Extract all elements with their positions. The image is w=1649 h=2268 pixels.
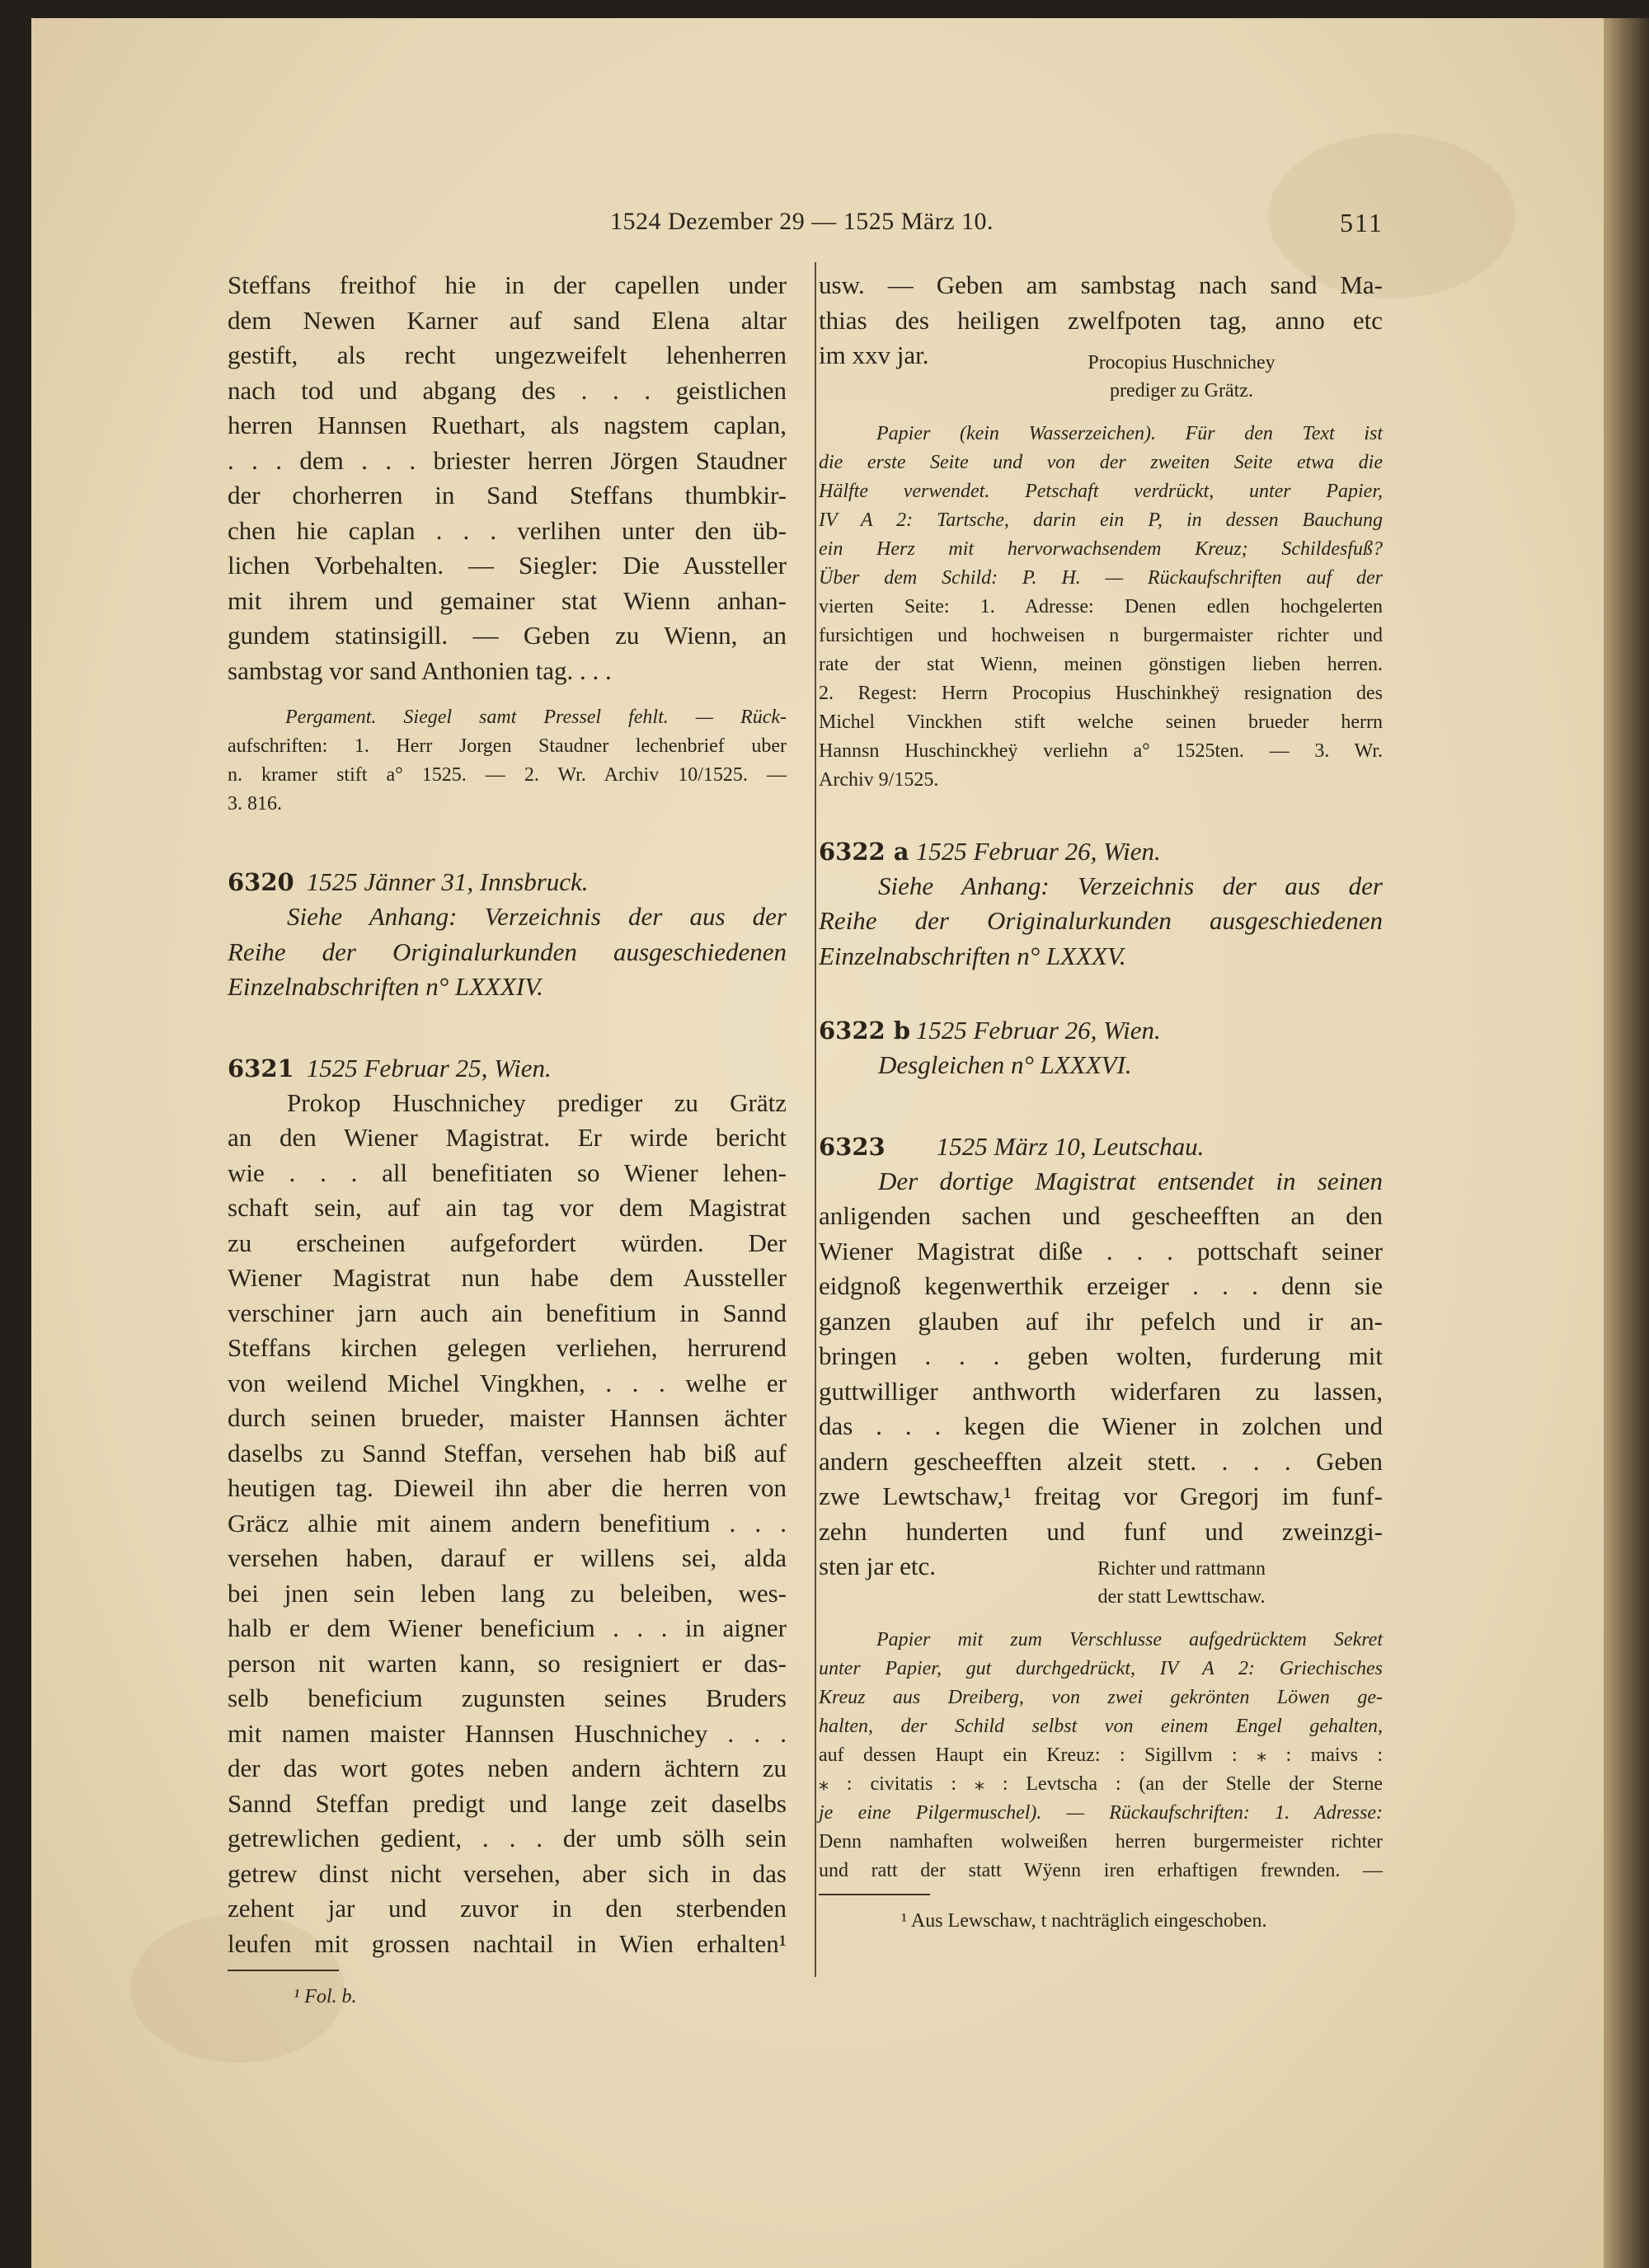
- text-line: schaft sein, auf ain tag vor dem Magistrat: [228, 1193, 787, 1222]
- text-line: Wiener Magistrat nun habe dem Aussteller: [228, 1263, 787, 1292]
- text-line: an den Wiener Magistrat. Er wirde bericht: [228, 1123, 787, 1152]
- text-line: mit ihrem und gemainer stat Wienn anhan-: [228, 585, 787, 615]
- entry-text: [819, 1164, 1383, 1585]
- note-line: die erste Seite und von der zweiten Seite etwa die: [819, 451, 1383, 473]
- note-line: IV A 2: Tartsche, darin ein P, in dessen Bauchung: [819, 509, 1383, 531]
- note-line: 2. Regest: Herrn Procopius Huschinkheÿ resignation des: [819, 682, 1383, 704]
- text-line: Reihe der Originalurkunden ausgeschiedenen: [228, 937, 787, 966]
- entry-date-place: 1525 Februar 26, Wien.: [915, 1016, 1161, 1045]
- text-line: der chorherren in Sand Steffans thumbkir-: [228, 481, 787, 509]
- entry-text: [819, 869, 1383, 974]
- signature-line: prediger zu Grätz.: [1110, 379, 1253, 401]
- note-line: vierten Seite: 1. Adresse: Denen edlen hochgelerten: [819, 595, 1383, 617]
- text-line: von weilend Michel Vingkhen, . . . welhe er: [228, 1368, 787, 1397]
- page-number: 511: [1340, 208, 1384, 237]
- signature-line: Richter und rattmann: [1097, 1557, 1266, 1580]
- text-line: wie . . . all benefitiaten so Wiener lehen-: [228, 1157, 787, 1187]
- left-column: [228, 268, 787, 2011]
- text-line: gundem statinsigill. — Geben zu Wienn, an: [228, 621, 787, 650]
- text-line: Reihe der Originalurkunden ausgeschiedenen: [819, 906, 1383, 935]
- note-line: Über dem Schild: P. H. — Rückaufschriften auf der: [819, 566, 1383, 589]
- signature-line: der statt Lewttschaw.: [1097, 1585, 1266, 1608]
- text-line: . . . dem . . . briester herren Jörgen Staudner: [228, 445, 787, 475]
- note-line: Archiv 9/1525.: [819, 768, 939, 791]
- text-line: mit namen maister Hannsen Huschnichey . . .: [228, 1718, 787, 1748]
- entry-number: 6322 b: [819, 1017, 911, 1045]
- text-line: zehn hunderten und funf und zweinzgi-: [819, 1516, 1383, 1546]
- text-line: nach tod und abgang des . . . geistlichen: [228, 375, 787, 405]
- entry-date-place: 1525 Februar 25, Wien.: [306, 1053, 552, 1082]
- note-line: n. kramer stift a° 1525. — 2. Wr. Archiv 10/1525. —: [228, 764, 787, 786]
- text-line: das . . . kegen die Wiener in zolchen und: [819, 1411, 1383, 1440]
- text-line: heutigen tag. Dieweil ihn aber die herren von: [228, 1473, 787, 1502]
- note-line: je eine Pilgermuschel). — Rückaufschriften: 1. Adresse:: [819, 1801, 1383, 1824]
- text-line: Sannd Steffan predigt und lange zeit daselbs: [228, 1788, 787, 1818]
- archival-note: [819, 1626, 1383, 1885]
- note-line: Kreuz aus Dreiberg, von zwei gekrönten Löwen ge-: [819, 1686, 1383, 1708]
- book-gutter: [1604, 18, 1649, 2268]
- note-line: und ratt der statt Wÿenn iren erhaftigen frewnden. —: [819, 1859, 1383, 1881]
- text-line: Wiener Magistrat diße . . . pottschaft seiner: [819, 1236, 1383, 1265]
- text-line: zehent jar und zuvor in den sterbenden: [228, 1894, 787, 1923]
- entry-heading: [228, 865, 787, 899]
- note-line: rate der stat Wienn, meinen gönstigen lieben herren.: [819, 653, 1383, 675]
- text-line: chen hie caplan . . . verlihen unter den üb-: [228, 515, 787, 545]
- entry-heading: [819, 1013, 1383, 1048]
- text-line: verschiner jarn auch ain benefitium in Sannd: [228, 1298, 787, 1327]
- text-line: im xxv jar.: [819, 340, 929, 369]
- archival-note: [228, 703, 787, 819]
- entry-text: [228, 1086, 787, 1962]
- footnote: ¹ Fol. b.: [294, 1986, 357, 2007]
- footnote-rule: [228, 1970, 339, 1971]
- note-line: Pergament. Siegel samt Pressel fehlt. — Rück-: [285, 707, 787, 728]
- text-line: Siehe Anhang: Verzeichnis der aus der: [878, 871, 1383, 900]
- note-line: Hannsn Huschinckheÿ verliehn a° 1525ten. — 3. Wr.: [819, 740, 1383, 762]
- text-line: Steffans freithof hie in der capellen under: [228, 270, 787, 299]
- text-line: Steffans kirchen gelegen verliehen, herrurend: [228, 1333, 787, 1362]
- text-line: durch seinen brueder, maister Hannsen ächter: [228, 1403, 787, 1432]
- text-line: Prokop Huschnichey prediger zu Grätz: [287, 1087, 787, 1117]
- text-line: ganzen glauben auf ihr pefelch und ir an-: [819, 1306, 1383, 1336]
- text-line: Einzelnabschriften n° LXXXV.: [819, 941, 1126, 970]
- text-line: Gräcz alhie mit ainem andern benefitium . . .: [228, 1508, 787, 1538]
- entry-text: [228, 899, 787, 1005]
- footnote: ¹ Aus Lewschaw, t nachträglich eingeschoben.: [901, 1909, 1267, 1932]
- signature-block: [1000, 349, 1363, 405]
- note-line: Denn namhaften wolweißen herren burgermeister richter: [819, 1830, 1383, 1852]
- note-line: Michel Vinckhen stift welche seinen brueder herrn: [819, 711, 1383, 733]
- signature-block: [1000, 1555, 1363, 1611]
- note-line: ⁎ : civitatis : ⁎ : Levtscha : (an der Stelle der Sterne: [819, 1773, 1383, 1795]
- text-line: leufen mit grossen nachtail in Wien erhalten¹: [228, 1928, 787, 1958]
- entry-date-place: 1525 Februar 26, Wien.: [915, 836, 1161, 866]
- text-line: zwe Lewtschaw,¹ freitag vor Gregorj im funf-: [819, 1481, 1383, 1510]
- entry-heading: [819, 834, 1383, 869]
- text-line: sambstag vor sand Anthonien tag. . . .: [228, 655, 612, 685]
- continuation-text: [228, 268, 787, 688]
- entry-number: 6320: [228, 868, 294, 896]
- text-line: bringen . . . geben wolten, furderung mit: [819, 1341, 1383, 1370]
- signature-line: Procopius Huschnichey: [1088, 351, 1276, 373]
- text-line: anligenden sachen und gescheefften an den: [819, 1201, 1383, 1230]
- text-line: getrewlichen gedient, . . . der umb sölh sein: [228, 1824, 787, 1852]
- note-line: aufschriften: 1. Herr Jorgen Staudner lechenbrief uber: [228, 735, 787, 757]
- entry-date-place: 1525 März 10, Leutschau.: [936, 1131, 1205, 1161]
- text-line: guttwilliger anthworth widerfaren zu lassen,: [819, 1376, 1383, 1406]
- text-line: der das wort gotes neben andern ächtern zu: [228, 1754, 787, 1782]
- text-line: thias des heiligen zwelfpoten tag, anno etc: [819, 305, 1383, 335]
- note-line: Papier (kein Wasserzeichen). Für den Text ist: [876, 422, 1383, 444]
- text-line: getrew dinst nicht versehen, aber sich in das: [228, 1858, 787, 1888]
- text-line: person nit warten kann, so resigniert er das-: [228, 1648, 787, 1678]
- note-line: fursichtigen und hochweisen n burgermaister richter und: [819, 624, 1383, 646]
- entry-number: 6322 a: [819, 837, 909, 866]
- text-line: usw. — Geben am sambstag nach sand Ma-: [819, 270, 1383, 299]
- text-line: dem Newen Karner auf sand Elena altar: [228, 305, 787, 335]
- text-line: gestift, als recht ungezweifelt lehenherren: [228, 340, 787, 369]
- note-line: Papier mit zum Verschlusse aufgedrücktem Sekret: [876, 1628, 1383, 1651]
- entry-number: 6323: [819, 1132, 886, 1161]
- text-line: Siehe Anhang: Verzeichnis der aus der: [287, 902, 787, 931]
- note-line: 3. 816.: [228, 793, 282, 815]
- text-line: Einzelnabschriften n° LXXXIV.: [228, 972, 543, 1001]
- text-line: daselbs zu Sannd Steffan, versehen hab biß auf: [228, 1438, 787, 1467]
- text-line: herren Hannsen Ruethart, als nagstem caplan,: [228, 411, 787, 439]
- text-line: Der dortige Magistrat entsendet in seinen: [878, 1166, 1383, 1195]
- text-line: andern gescheefften alzeit stett. . . . Geben: [819, 1446, 1383, 1476]
- text-line: eidgnoß kegenwerthik erzeiger . . . denn sie: [819, 1271, 1383, 1300]
- entry-heading: [819, 1129, 1383, 1164]
- right-column: [819, 268, 1383, 1935]
- entry-heading: [228, 1051, 787, 1086]
- text-line: selb beneficium zugunsten seines Bruders: [228, 1683, 787, 1712]
- note-line: unter Papier, gut durchgedrückt, IV A 2: Griechisches: [819, 1657, 1383, 1679]
- archival-note: [819, 420, 1383, 795]
- running-head: 1524 Dezember 29 — 1525 März 10.: [610, 208, 994, 235]
- entry-date-place: 1525 Jänner 31, Innsbruck.: [306, 867, 589, 896]
- footnote-rule: [819, 1894, 930, 1895]
- note-line: halten, der Schild selbst von einem Engel gehalten,: [819, 1715, 1383, 1737]
- note-line: Hälfte verwendet. Petschaft verdrückt, unter Papier,: [819, 480, 1383, 502]
- text-line: sten jar etc.: [819, 1552, 937, 1580]
- column-divider: [815, 262, 816, 1977]
- text-line: halb er dem Wiener beneficium . . . in aigner: [228, 1613, 787, 1642]
- text-line: zu erscheinen aufgefordert würden. Der: [228, 1228, 787, 1257]
- text-line: bei jnen sein leben lang zu beleiben, wes-: [228, 1578, 787, 1608]
- text-line: versehen haben, darauf er willens sei, alda: [228, 1543, 787, 1572]
- entry-text: [819, 1048, 1383, 1083]
- text-line: lichen Vorbehalten. — Siegler: Die Aussteller: [228, 551, 787, 580]
- note-line: ein Herz mit hervorwachsendem Kreuz; Schildesfuß?: [819, 538, 1383, 560]
- entry-number: 6321: [228, 1054, 294, 1082]
- note-line: auf dessen Haupt ein Kreuz: : Sigillvm : ⁎ : maivs :: [819, 1744, 1383, 1766]
- text-line: Desgleichen n° LXXXVI.: [878, 1050, 1132, 1079]
